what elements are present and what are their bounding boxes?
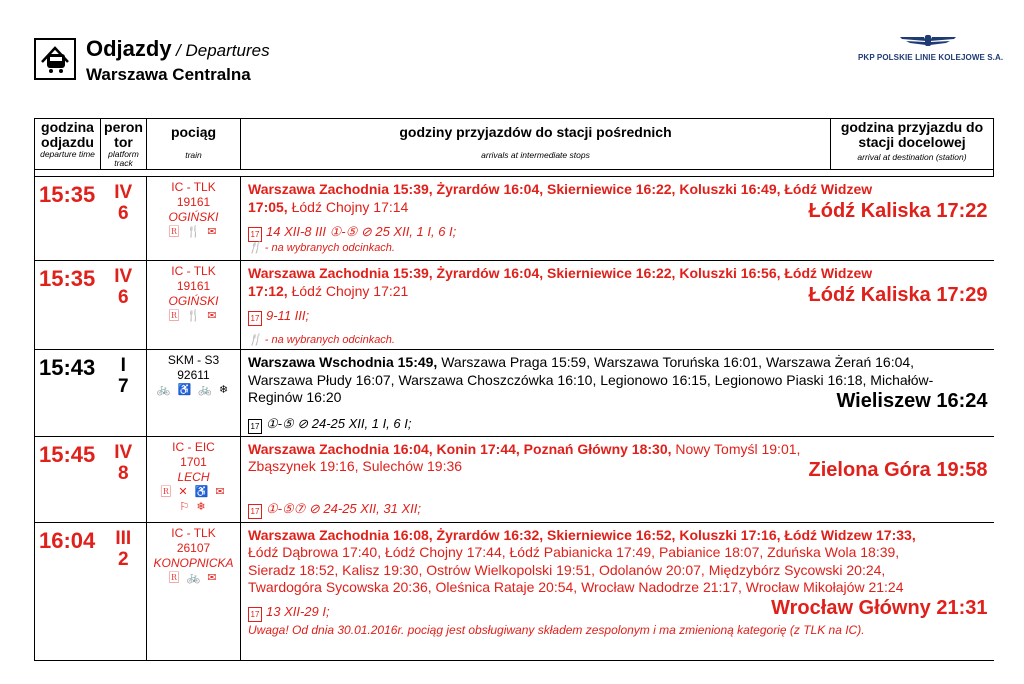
stops-cell: Warszawa Wschodnia 15:49, Warszawa Praga 15:59, Warszawa Toruńska 16:01, Warszawa Żerań 16:04, Warszawa Płudy 16:07, Warszawa Choszczówka 16:10, Legionowo 16:15, Legionowo Piaski 16:18, Michałów-Reginów 16:20 Wieliszew 16:24 17 ①-⑤ ⊘ 24-25 XII, 1 I, 6 I;: [241, 350, 994, 437]
pkp-wings-icon: [898, 34, 958, 48]
col-stops: godziny przyjazdów do stacji pośrednich arrivals at intermediate stops: [241, 119, 831, 170]
header-row: [35, 119, 994, 170]
title-pl: Odjazdy: [86, 36, 172, 61]
table-row: [35, 350, 994, 437]
calendar-icon: 17: [248, 419, 262, 434]
table-row: [35, 261, 994, 350]
departures-table: [34, 118, 994, 661]
calendar-icon: 17: [248, 504, 262, 519]
page-title: [86, 36, 270, 62]
train-info: IC - EIC 1701 LECH 🅁 ✕ ♿ ✉ ⚐ ❄: [147, 436, 241, 522]
departure-time: 16:04: [35, 522, 101, 660]
amenity-icons: 🅁 🍴 ✉: [168, 226, 219, 239]
table-row: [35, 522, 994, 660]
table-row: [35, 177, 994, 261]
departure-time: 15:45: [35, 436, 101, 522]
platform-track: III 2: [101, 522, 147, 660]
col-track: peron tor platform track: [101, 119, 147, 170]
train-icon: [34, 38, 76, 80]
departure-time: 15:35: [35, 261, 101, 350]
col-train: pociąg train: [147, 119, 241, 170]
platform-track: IV 8: [101, 436, 147, 522]
destination: Wrocław Główny 21:31: [771, 596, 988, 619]
platform-track: I 7: [101, 350, 147, 437]
departure-time: 15:43: [35, 350, 101, 437]
train-info: IC - TLK 19161 OGIŃSKI 🅁 🍴 ✉: [147, 177, 241, 261]
pkp-logo: [858, 34, 1004, 62]
stops-cell: Warszawa Zachodnia 16:04, Konin 17:44, Poznań Główny 18:30, Nowy Tomyśl 19:01, Zbąszynek 19:16, Sulechów 19:36 Zielona Góra 19:58 17 ①-⑤⑦ ⊘ 24-25 XII, 31 XII;: [241, 436, 994, 522]
calendar-icon: 17: [248, 227, 262, 242]
operator-name: PKP POLSKIE LINIE KOLEJOWE S.A.: [858, 53, 1004, 62]
amenity-icons: 🅁 🚲 ✉: [168, 571, 219, 584]
destination: Łódź Kaliska 17:29: [808, 284, 988, 307]
platform-track: IV 6: [101, 177, 147, 261]
platform-track: IV 6: [101, 261, 147, 350]
train-info: IC - TLK 19161 OGIŃSKI 🅁 🍴 ✉: [147, 261, 241, 350]
train-info: SKM - S3 92611 🚲 ♿ 🚲 ❄: [147, 350, 241, 437]
calendar-icon: 17: [248, 311, 262, 326]
col-departure: godzina odjazdu departure time: [35, 119, 101, 170]
calendar-icon: 17: [248, 607, 262, 622]
station-name: Warszawa Centralna: [86, 65, 251, 84]
amenity-icons: 🅁 ✕ ♿ ✉ ⚐ ❄: [160, 485, 227, 513]
stops-cell: Warszawa Zachodnia 15:39, Żyrardów 16:04, Skierniewice 16:22, Koluszki 16:56, Łódź Widzew 17:12, Łódź Chojny 17:21 Łódź Kaliska 17:29 17 9-11 III; 🍴 - na wybranych odcinkach.: [241, 261, 994, 350]
destination: Łódź Kaliska 17:22: [808, 200, 988, 223]
amenity-icons: 🅁 🍴 ✉: [168, 310, 219, 323]
title-en: / Departures: [176, 41, 270, 60]
departure-time: 15:35: [35, 177, 101, 261]
stops-cell: Warszawa Zachodnia 16:08, Żyrardów 16:32, Skierniewice 16:52, Koluszki 17:16, Łódź Widzew 17:33, Łódź Dąbrowa 17:40, Łódź Chojny 17:44, Łódź Pabianicka 17:49, Pabianice 18:07, Zduńska Wola 18:39, Sieradz 18:52, Kalisz 19:30, Ostrów Wielkopolski 19:51, Odolanów 20:07, Międzybórz Sycowski 20:24, Twardogóra Sycowska 20:36, Oleśnica Rataje 20:54, Wrocław Nadodrze 21:17, Wrocław Mikołajów 21:24 Wrocław Główny 21:31 17 13 XII-29 I; Uwaga! Od dnia 30.01.2016r. pociąg jest obsługiwany składem zespolonym i ma zmienioną kategorię (z TLK na IC).: [241, 522, 994, 660]
spacer-row: [35, 170, 994, 177]
stops-cell: Warszawa Zachodnia 15:39, Żyrardów 16:04, Skierniewice 16:22, Koluszki 16:49, Łódź Widzew 17:05, Łódź Chojny 17:14 Łódź Kaliska 17:22 17 14 XII-8 III ①-⑤ ⊘ 25 XII, 1 I, 6 I; 🍴 - na wybranych odcinkach.: [241, 177, 994, 261]
destination: Wieliszew 16:24: [836, 390, 988, 413]
table-row: [35, 436, 994, 522]
train-info: IC - TLK 26107 KONOPNICKA 🅁 🚲 ✉: [147, 522, 241, 660]
amenity-icons: 🚲 ♿ 🚲 ❄: [156, 384, 231, 397]
destination: Zielona Góra 19:58: [808, 458, 988, 481]
col-arrival: godzina przyjazdu do stacji docelowej arrival at destination (station): [831, 119, 994, 170]
